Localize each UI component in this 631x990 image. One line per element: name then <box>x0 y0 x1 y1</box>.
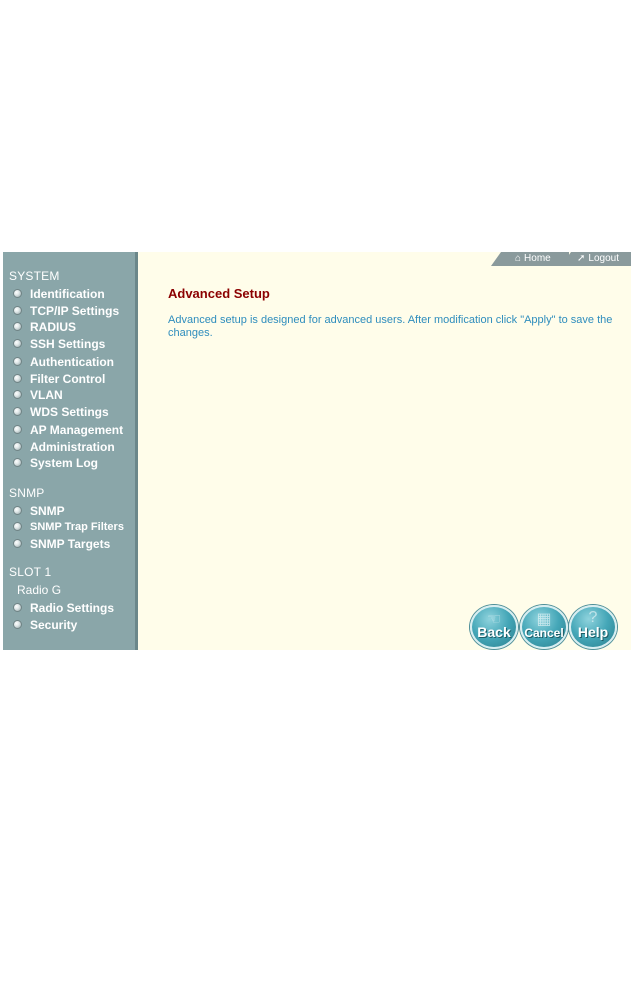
cancel-button-label: Cancel <box>524 626 564 640</box>
sidebar-item-snmp-targets[interactable] <box>13 536 110 551</box>
sidebar-item-label: Radio Settings <box>30 600 115 615</box>
bullet-icon <box>13 374 22 383</box>
bullet-icon <box>13 620 22 629</box>
sidebar-item-label: SNMP <box>30 503 65 518</box>
sidebar-item-authentication[interactable] <box>13 354 114 369</box>
bullet-icon <box>13 458 22 467</box>
sidebar-item-radius[interactable] <box>13 319 76 334</box>
running-person-icon: ➚ <box>577 253 586 264</box>
sidebar-section-snmp: SNMP <box>9 486 45 500</box>
help-button-label: Help <box>577 624 609 640</box>
sidebar-item-ap-management[interactable] <box>13 422 123 437</box>
bullet-icon <box>13 506 22 515</box>
page-description: Advanced setup is designed for advanced users. After modification click "Apply" to save the changes. <box>168 314 613 339</box>
back-button[interactable] <box>470 605 518 649</box>
sidebar-item-ssh-settings[interactable] <box>13 336 105 351</box>
sidebar-item-label: Filter Control <box>30 371 106 386</box>
top-nav <box>491 252 631 266</box>
question-icon: ? <box>588 609 598 626</box>
sidebar-item-system-log[interactable] <box>13 455 98 470</box>
bullet-icon <box>13 289 22 298</box>
sidebar-item-filter-control[interactable] <box>13 371 105 386</box>
back-hand-icon: ☜ <box>486 611 502 628</box>
sidebar-item-snmp[interactable] <box>13 503 65 518</box>
sidebar-item-vlan[interactable] <box>13 387 63 402</box>
logout-link[interactable] <box>577 253 619 264</box>
logout-label: Logout <box>588 253 619 264</box>
bullet-icon <box>13 539 22 548</box>
trash-icon: ▦ <box>536 611 552 628</box>
sidebar-item-label: Security <box>30 617 78 632</box>
sidebar-item-label: Authentication <box>30 354 114 369</box>
bullet-icon <box>13 442 22 451</box>
bullet-icon <box>13 322 22 331</box>
cancel-button[interactable] <box>520 605 568 649</box>
sidebar-item-label: Identification <box>30 286 105 301</box>
home-icon: ⌂ <box>515 253 522 264</box>
sidebar-item-snmp-trap-filters[interactable] <box>13 519 124 534</box>
sidebar-item-label: Administration <box>30 439 115 454</box>
sidebar-item-label: AP Management <box>30 422 124 437</box>
content-area <box>138 252 631 650</box>
bullet-icon <box>13 390 22 399</box>
sidebar-subsection-radio: Radio G <box>17 583 62 597</box>
sidebar-item-label: WDS Settings <box>30 404 109 419</box>
sidebar-item-label: SNMP Targets <box>30 536 111 551</box>
bullet-icon <box>13 407 22 416</box>
sidebar-item-tcpip-settings[interactable] <box>13 303 119 318</box>
sidebar-section-system: SYSTEM <box>9 269 60 283</box>
bullet-icon <box>13 522 22 531</box>
sidebar <box>3 252 138 650</box>
sidebar-item-label: VLAN <box>30 387 63 402</box>
sidebar-item-label: TCP/IP Settings <box>30 303 120 318</box>
sidebar-item-label: RADIUS <box>30 319 77 334</box>
sidebar-item-radio-settings[interactable] <box>13 600 114 615</box>
sidebar-item-administration[interactable] <box>13 439 115 454</box>
bullet-icon <box>13 425 22 434</box>
home-label: Home <box>524 253 551 264</box>
sidebar-item-identification[interactable] <box>13 286 105 301</box>
sidebar-section-slot: SLOT 1 <box>9 565 52 579</box>
bullet-icon <box>13 357 22 366</box>
bullet-icon <box>13 306 22 315</box>
bullet-icon <box>13 603 22 612</box>
bullet-icon <box>13 339 22 348</box>
home-link[interactable] <box>515 253 551 264</box>
help-button[interactable] <box>569 605 617 649</box>
sidebar-item-label: SNMP Trap Filters <box>30 520 124 533</box>
back-button-label: Back <box>477 624 511 640</box>
sidebar-item-label: SSH Settings <box>30 336 106 351</box>
page-title: Advanced Setup <box>168 286 270 301</box>
admin-window <box>3 252 631 650</box>
sidebar-item-security[interactable] <box>13 617 77 632</box>
sidebar-item-label: System Log <box>30 455 99 470</box>
sidebar-item-wds-settings[interactable] <box>13 404 109 419</box>
